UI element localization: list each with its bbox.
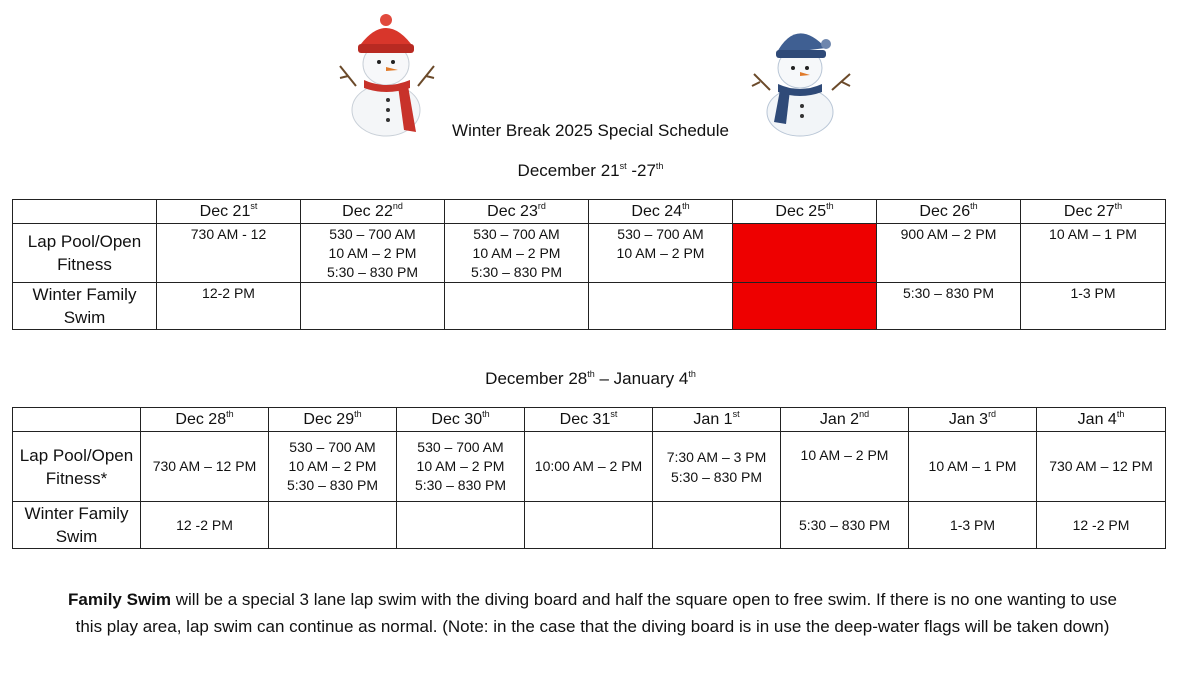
family-swim-note [60,587,1125,640]
schedule-cell: 530 – 700 AM 10 AM – 2 PM [589,224,733,283]
schedule-cell: 530 – 700 AM 10 AM – 2 PM 5:30 – 830 PM [397,432,525,502]
day-header: Jan 4th [1037,408,1166,432]
schedule-cell [269,502,397,549]
day-header: Dec 27th [1021,200,1166,224]
schedule-cell: 730 AM - 12 [157,224,301,283]
closed-cell [733,224,877,283]
day-header: Dec 29th [269,408,397,432]
snowman-red-image [336,14,440,138]
schedule-cell: 530 – 700 AM 10 AM – 2 PM 5:30 – 830 PM [301,224,445,283]
schedule-cell [653,502,781,549]
note-bold-lead: Family Swim [68,590,172,609]
day-header: Jan 2nd [781,408,909,432]
schedule-cell: 12-2 PM [157,283,301,330]
day-header: Dec 24th [589,200,733,224]
page-title: Winter Break 2025 Special Schedule [452,121,729,140]
schedule-cell: 10 AM – 1 PM [1021,224,1166,283]
schedule-cell [589,283,733,330]
schedule-cell: 5:30 – 830 PM [877,283,1021,330]
schedule-cell: 12 -2 PM [141,502,269,549]
corner-cell [13,200,157,224]
day-header: Dec 21st [157,200,301,224]
schedule-cell [301,283,445,330]
day-header: Dec 25th [733,200,877,224]
week1-schedule-table [12,199,1166,330]
schedule-cell: 1-3 PM [1021,283,1166,330]
schedule-cell: 1-3 PM [909,502,1037,549]
day-header: Dec 31st [525,408,653,432]
week1-heading: December 21st -27th [517,161,664,180]
row-label-family-swim: Winter Family Swim [13,502,141,549]
schedule-cell: 10 AM – 2 PM [781,432,909,502]
row-label-family-swim: Winter Family Swim [13,283,157,330]
row-label-lap-pool: Lap Pool/Open Fitness [13,224,157,283]
schedule-cell: 730 AM – 12 PM [1037,432,1166,502]
schedule-cell: 730 AM – 12 PM [141,432,269,502]
schedule-cell: 5:30 – 830 PM [781,502,909,549]
day-header: Dec 22nd [301,200,445,224]
note-text: will be a special 3 lane lap swim with the diving board and half the square open to free swim. If there is no one wanting to use this play area, lap swim can continue as normal. (Note: in the case that the diving board is in use the deep-water flags will be taken down) [75,590,1117,636]
schedule-cell: 12 -2 PM [1037,502,1166,549]
schedule-cell: 900 AM – 2 PM [877,224,1021,283]
schedule-cell: 10 AM – 1 PM [909,432,1037,502]
day-header: Jan 1st [653,408,781,432]
schedule-cell: 530 – 700 AM 10 AM – 2 PM 5:30 – 830 PM [445,224,589,283]
week2-schedule-table [12,407,1166,549]
day-header: Dec 26th [877,200,1021,224]
snowman-blue-image [746,18,854,138]
schedule-cell: 7:30 AM – 3 PM 5:30 – 830 PM [653,432,781,502]
closed-cell [733,283,877,330]
schedule-cell [445,283,589,330]
schedule-cell: 10:00 AM – 2 PM [525,432,653,502]
day-header: Jan 3rd [909,408,1037,432]
day-header: Dec 28th [141,408,269,432]
schedule-cell [397,502,525,549]
schedule-cell: 530 – 700 AM 10 AM – 2 PM 5:30 – 830 PM [269,432,397,502]
corner-cell [13,408,141,432]
day-header: Dec 23rd [445,200,589,224]
week2-heading: December 28th – January 4th [485,369,696,388]
day-header: Dec 30th [397,408,525,432]
row-label-lap-pool: Lap Pool/Open Fitness* [13,432,141,502]
schedule-cell [525,502,653,549]
